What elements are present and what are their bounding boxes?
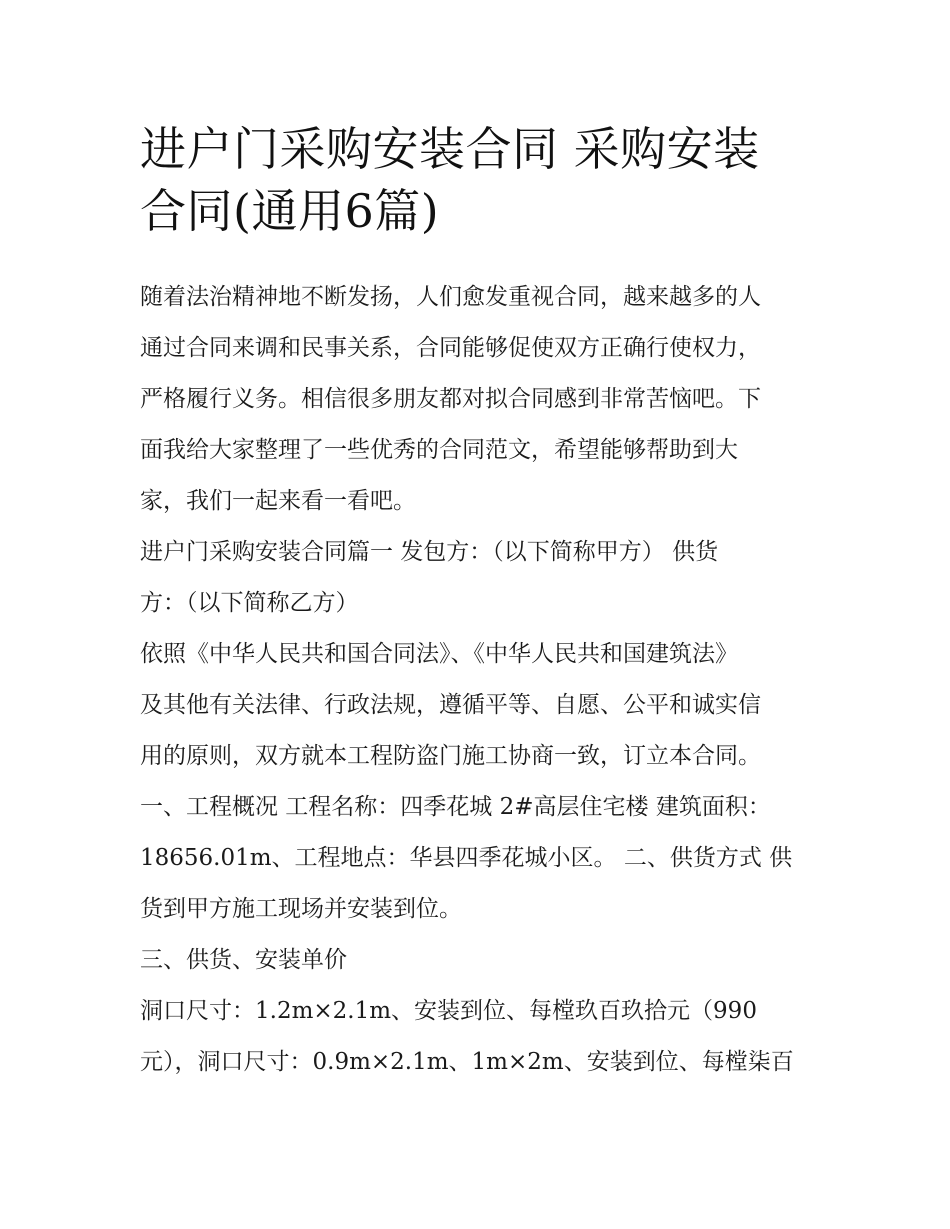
text-line: 元），洞口尺寸：0.9m×2.1m、1m×2m、安装到位、每樘柒百 (140, 1049, 794, 1075)
parties-paragraph (140, 527, 816, 629)
title-line: 合同(通用6篇) (140, 184, 440, 238)
text-line: 随着法治精神地不断发扬，人们愈发重视合同，越来越多的人 (140, 284, 761, 310)
document-body (140, 118, 816, 1088)
paragraph-list (140, 272, 816, 1088)
intro-paragraph (140, 272, 816, 527)
text-line: 货到甲方施工现场并安装到位。 (140, 896, 462, 922)
document-title (140, 118, 816, 242)
text-line: 方：（以下简称乙方） (140, 590, 359, 616)
text-line: 用的原则，双方就本工程防盗门施工协商一致，订立本合同。 (140, 743, 761, 769)
text-line: 及其他有关法律、行政法规，遵循平等、自愿、公平和诚实信 (140, 692, 761, 718)
text-line: 通过合同来调和民事关系，合同能够促使双方正确行使权力， (140, 335, 761, 361)
text-line: 进户门采购安装合同篇一 发包方：（以下简称甲方） 供货 (140, 539, 719, 565)
text-line: 洞口尺寸：1.2m×2.1m、安装到位、每樘玖百玖拾元（990 (140, 998, 757, 1024)
text-line: 依照《中华人民共和国合同法》、《中华人民共和国建筑法》 (140, 641, 738, 667)
price-paragraph (140, 986, 816, 1088)
text-line: 18656.01m、工程地点：华县四季花城小区。 二、供货方式 供 (140, 845, 793, 871)
title-line: 进户门采购安装合同 采购安装 (140, 122, 760, 176)
basis-paragraph (140, 629, 816, 935)
text-line: 严格履行义务。相信很多朋友都对拟合同感到非常苦恼吧。下 (140, 386, 761, 412)
text-line: 面我给大家整理了一些优秀的合同范文，希望能够帮助到大 (140, 437, 738, 463)
text-line: 三、供货、安装单价 (140, 947, 347, 973)
text-line: 一、工程概况 工程名称：四季花城 2#高层住宅楼 建筑面积： (140, 794, 771, 820)
section-heading (140, 935, 816, 986)
text-line: 家，我们一起来看一看吧。 (140, 488, 416, 514)
